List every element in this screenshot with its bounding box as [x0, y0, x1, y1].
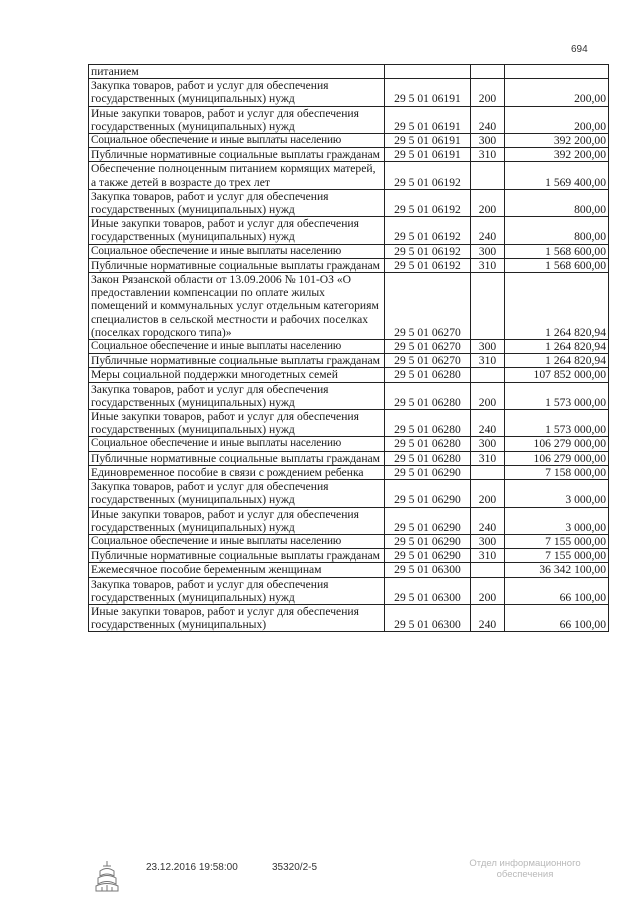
cell-code: 29 5 01 06270	[385, 354, 471, 368]
table-row	[89, 382, 609, 409]
cell-name: Закупка товаров, работ и услуг для обеспечения государственных (муниципальных) нужд	[89, 480, 385, 507]
cell-expense-type: 300	[471, 244, 505, 258]
footer-stamp: Отдел информационного обеспечения	[469, 858, 581, 880]
cell-amount: 392 200,00	[505, 148, 609, 162]
cell-amount: 107 852 000,00	[505, 368, 609, 382]
table-row	[89, 162, 609, 189]
cell-expense-type: 310	[471, 354, 505, 368]
cell-amount: 106 279 000,00	[505, 451, 609, 465]
table-row	[89, 79, 609, 106]
cell-name: Социальное обеспечение и иные выплаты населению	[89, 134, 385, 148]
cell-amount: 1 568 600,00	[505, 258, 609, 272]
cell-code: 29 5 01 06270	[385, 340, 471, 354]
cell-expense-type: 300	[471, 134, 505, 148]
cell-code: 29 5 01 06270	[385, 273, 471, 340]
cell-expense-type: 240	[471, 106, 505, 133]
cell-name: Меры социальной поддержки многодетных семей	[89, 368, 385, 382]
table-row	[89, 410, 609, 437]
cell-expense-type	[471, 273, 505, 340]
table-row	[89, 65, 609, 79]
cell-expense-type: 300	[471, 437, 505, 451]
cell-code: 29 5 01 06191	[385, 106, 471, 133]
table-row	[89, 273, 609, 340]
table-row	[89, 106, 609, 133]
cell-expense-type	[471, 65, 505, 79]
table-row	[89, 354, 609, 368]
table-row	[89, 549, 609, 563]
cell-name: Закупка товаров, работ и услуг для обеспечения государственных (муниципальных) нужд	[89, 577, 385, 604]
table-row	[89, 563, 609, 577]
table-row	[89, 340, 609, 354]
cell-name: Социальное обеспечение и иные выплаты населению	[89, 340, 385, 354]
cell-expense-type	[471, 465, 505, 479]
table-row	[89, 577, 609, 604]
cell-code: 29 5 01 06192	[385, 217, 471, 244]
cell-amount: 800,00	[505, 217, 609, 244]
table-row	[89, 534, 609, 548]
cell-expense-type: 200	[471, 79, 505, 106]
cell-expense-type: 200	[471, 189, 505, 216]
cell-name: Обеспечение полноценным питанием кормящих матерей, а также детей в возрасте до трех лет	[89, 162, 385, 189]
cell-code: 29 5 01 06300	[385, 604, 471, 631]
cell-code: 29 5 01 06290	[385, 549, 471, 563]
cell-name: Закупка товаров, работ и услуг для обеспечения государственных (муниципальных) нужд	[89, 189, 385, 216]
cell-name: Иные закупки товаров, работ и услуг для обеспечения государственных (муниципальных) нужд	[89, 106, 385, 133]
emblem-icon	[92, 858, 122, 894]
cell-code: 29 5 01 06280	[385, 368, 471, 382]
table-row	[89, 368, 609, 382]
cell-code: 29 5 01 06191	[385, 79, 471, 106]
cell-name: Иные закупки товаров, работ и услуг для обеспечения государственных (муниципальных) нужд	[89, 217, 385, 244]
table-row	[89, 465, 609, 479]
cell-code: 29 5 01 06290	[385, 465, 471, 479]
cell-name: Социальное обеспечение и иные выплаты населению	[89, 437, 385, 451]
cell-amount: 1 569 400,00	[505, 162, 609, 189]
cell-name: питанием	[89, 65, 385, 79]
cell-expense-type	[471, 162, 505, 189]
cell-expense-type: 200	[471, 480, 505, 507]
cell-expense-type: 300	[471, 340, 505, 354]
cell-code: 29 5 01 06290	[385, 507, 471, 534]
cell-amount: 1 573 000,00	[505, 410, 609, 437]
cell-code: 29 5 01 06290	[385, 480, 471, 507]
cell-amount: 200,00	[505, 106, 609, 133]
cell-code: 29 5 01 06300	[385, 563, 471, 577]
cell-expense-type: 310	[471, 549, 505, 563]
cell-code: 29 5 01 06192	[385, 162, 471, 189]
cell-expense-type	[471, 368, 505, 382]
cell-name: Публичные нормативные социальные выплаты гражданам	[89, 354, 385, 368]
cell-expense-type: 240	[471, 410, 505, 437]
budget-table	[88, 64, 609, 632]
cell-name: Публичные нормативные социальные выплаты гражданам	[89, 258, 385, 272]
cell-amount: 200,00	[505, 79, 609, 106]
cell-code: 29 5 01 06192	[385, 189, 471, 216]
cell-code: 29 5 01 06290	[385, 534, 471, 548]
cell-code: 29 5 01 06280	[385, 437, 471, 451]
table-row	[89, 507, 609, 534]
table-row	[89, 437, 609, 451]
cell-code: 29 5 01 06191	[385, 148, 471, 162]
footer-document-number: 35320/2-5	[272, 862, 318, 873]
table-row	[89, 451, 609, 465]
cell-code	[385, 65, 471, 79]
cell-amount: 7 158 000,00	[505, 465, 609, 479]
table-row	[89, 480, 609, 507]
cell-amount: 800,00	[505, 189, 609, 216]
cell-amount: 66 100,00	[505, 577, 609, 604]
cell-expense-type: 310	[471, 148, 505, 162]
cell-amount: 7 155 000,00	[505, 534, 609, 548]
cell-expense-type: 200	[471, 577, 505, 604]
cell-expense-type: 310	[471, 258, 505, 272]
cell-amount	[505, 65, 609, 79]
cell-amount: 392 200,00	[505, 134, 609, 148]
cell-name: Публичные нормативные социальные выплаты гражданам	[89, 549, 385, 563]
table-row	[89, 134, 609, 148]
cell-expense-type: 200	[471, 382, 505, 409]
cell-amount: 66 100,00	[505, 604, 609, 631]
cell-code: 29 5 01 06192	[385, 244, 471, 258]
table-row	[89, 244, 609, 258]
table-row	[89, 604, 609, 631]
cell-code: 29 5 01 06280	[385, 382, 471, 409]
cell-name: Закон Рязанской области от 13.09.2006 № 101-ОЗ «О предоставлении компенсации по оплате жилых помещений и коммунальных услуг отдельным категориям специалистов в сельской местности и рабочих поселках (поселках городского типа)»	[89, 273, 385, 340]
cell-code: 29 5 01 06300	[385, 577, 471, 604]
footer-datetime: 23.12.2016 19:58:00	[146, 862, 238, 873]
cell-name: Социальное обеспечение и иные выплаты населению	[89, 534, 385, 548]
cell-code: 29 5 01 06280	[385, 451, 471, 465]
cell-expense-type: 240	[471, 507, 505, 534]
cell-expense-type: 240	[471, 604, 505, 631]
cell-amount: 1 264 820,94	[505, 354, 609, 368]
cell-name: Закупка товаров, работ и услуг для обеспечения государственных (муниципальных) нужд	[89, 382, 385, 409]
cell-name: Публичные нормативные социальные выплаты гражданам	[89, 451, 385, 465]
cell-amount: 1 264 820,94	[505, 273, 609, 340]
table-row	[89, 189, 609, 216]
cell-amount: 36 342 100,00	[505, 563, 609, 577]
cell-amount: 7 155 000,00	[505, 549, 609, 563]
cell-name: Иные закупки товаров, работ и услуг для обеспечения государственных (муниципальных) нужд	[89, 410, 385, 437]
cell-expense-type: 300	[471, 534, 505, 548]
cell-amount: 1 264 820,94	[505, 340, 609, 354]
cell-code: 29 5 01 06191	[385, 134, 471, 148]
cell-code: 29 5 01 06280	[385, 410, 471, 437]
table-row	[89, 217, 609, 244]
cell-amount: 106 279 000,00	[505, 437, 609, 451]
table-row	[89, 148, 609, 162]
budget-table-body	[89, 65, 609, 632]
cell-name: Иные закупки товаров, работ и услуг для обеспечения государственных (муниципальных) нужд	[89, 507, 385, 534]
cell-expense-type	[471, 563, 505, 577]
cell-expense-type: 240	[471, 217, 505, 244]
cell-amount: 1 573 000,00	[505, 382, 609, 409]
page-number: 694	[571, 44, 588, 55]
cell-name: Единовременное пособие в связи с рождением ребенка	[89, 465, 385, 479]
cell-amount: 3 000,00	[505, 507, 609, 534]
cell-name: Социальное обеспечение и иные выплаты населению	[89, 244, 385, 258]
document-footer	[0, 858, 640, 898]
cell-code: 29 5 01 06192	[385, 258, 471, 272]
table-row	[89, 258, 609, 272]
cell-expense-type: 310	[471, 451, 505, 465]
cell-name: Закупка товаров, работ и услуг для обеспечения государственных (муниципальных) нужд	[89, 79, 385, 106]
cell-name: Ежемесячное пособие беременным женщинам	[89, 563, 385, 577]
cell-amount: 1 568 600,00	[505, 244, 609, 258]
cell-amount: 3 000,00	[505, 480, 609, 507]
cell-name: Публичные нормативные социальные выплаты гражданам	[89, 148, 385, 162]
cell-name: Иные закупки товаров, работ и услуг для обеспечения государственных (муниципальных)	[89, 604, 385, 631]
